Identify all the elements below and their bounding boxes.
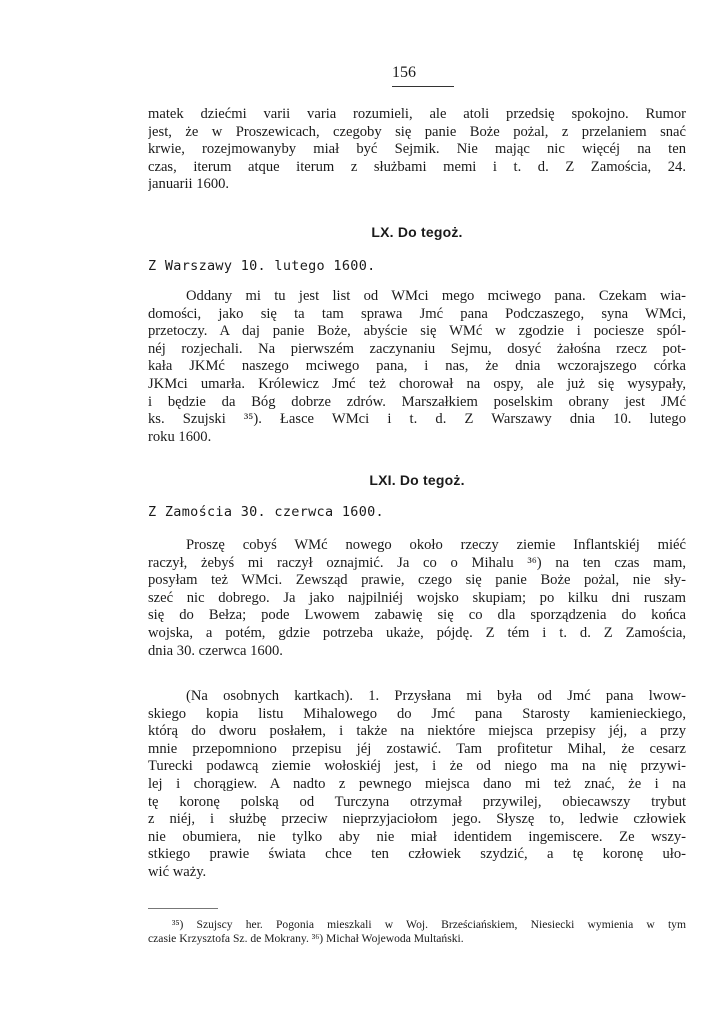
text-line: wojska, a potém, gdzie potrzeba ukaże, pójdę. Z tém i t. d. Z Zamościa, [148, 624, 686, 641]
text-line: roku 1600. [148, 428, 212, 445]
letter-61-dateline: Z Zamościa 30. czerwca 1600. [148, 504, 384, 520]
text-line: czas, iterum atque iterum z służbami memi i t. d. Z Zamościa, 24. [148, 158, 686, 175]
text-line: dnia 30. czerwca 1600. [148, 642, 283, 659]
text-line: przetoczy. A daj panie Boże, abyście się WMć w zgodzie i pociesze spól- [148, 323, 686, 340]
footnote-line: ³⁵) Szujscy her. Pogonia mieszkali w Woj. Brześciańskiem, Niesiecki wymienia w tym [172, 918, 686, 931]
text-line: stkiego prawie świata chce ten człowiek szydzić, a tę koronę uło- [148, 846, 686, 863]
text-line: Turecki podawcą ziemie wołoskiéj jest, i że od niego ma na nię przywi- [148, 758, 686, 775]
text-line: tę koronę polską od Turczyna otrzymał przywilej, obiecawszy trybut [148, 793, 686, 810]
letter-60-dateline: Z Warszawy 10. lutego 1600. [148, 258, 376, 274]
page-number: 156 [392, 64, 416, 81]
text-line: krwie, rozejmowanyby miał być Sejmik. Nie mając nic więcéj na ten [148, 141, 686, 158]
text-line: kała JKMć naszego mciwego pana, i nas, że dnia wczorajszego córka [148, 358, 686, 375]
text-line: ks. Szujski ³⁵). Łasce WMci i t. d. Z Warszawy dnia 10. lutego [148, 411, 686, 428]
text-line: się do Bełza; pode Lwowem zabawię się co dla sporządzenia do końca [148, 607, 686, 624]
letter-60-text [148, 288, 686, 446]
footnote-line: czasie Krzysztofa Sz. de Mokrany. ³⁶) Michał Wojewoda Multański. [148, 931, 464, 945]
text-line: matek dziećmi varii varia rozumieli, ale atoli przedsię spokojno. Rumor [148, 106, 686, 122]
page-number-rule [392, 86, 454, 87]
text-line: januarii 1600. [148, 176, 230, 193]
text-line: Oddany mi tu jest list od WMci mego mciwego pana. Czekam wia- [186, 288, 686, 304]
attachment-text [148, 688, 686, 882]
text-line: (Na osobnych kartkach). 1. Przysłana mi była od Jmć pana lwow- [186, 688, 686, 704]
text-line: domości, jako się ta tam sprawa Jmć pana Podczaszego, syna WMci, [148, 305, 686, 322]
text-line: mnie przepomniono przepisu jéj zostawić. Tam profitetur Mihal, że cesarz [148, 740, 686, 757]
letter-61-heading: LXI. Do tegoż. [369, 472, 465, 488]
letter-61-text [148, 537, 686, 660]
text-line: posyłam też WMci. Zewsząd prawie, czego się panie Boże pożal, nie sły- [148, 572, 686, 589]
text-line: nie obumiera, nie tylko aby nie miał identidem ingemiscere. Ze wszy- [148, 828, 686, 845]
text-line: z niéj, i służbę przeciw nieprzyjaciołom jego. Słyszę to, ledwie człowiek [148, 811, 686, 828]
footnotes [148, 918, 686, 945]
text-line: i będzie da Bóg dobrze zdrów. Marszałkiem poselskim obrany jest JMć [148, 393, 686, 410]
text-line: wić waży. [148, 863, 207, 880]
text-line: lej i chorągiew. A nadto z pewnego miejsca dano mi też znać, że i na [148, 775, 686, 792]
footnote-rule [148, 908, 218, 909]
text-line: szeć nic dobrego. Ja jako najpilniéj wojsko skupiam; po kilku dni ruszam [148, 589, 686, 606]
text-line: néj rozjechali. Na pierwszém zaczynaniu Sejmu, dosyć żałośna rzecz pot- [148, 340, 686, 357]
letter-60-heading: LX. Do tegoż. [371, 224, 463, 240]
text-line: skiego kopia listu Mihalowego do Jmć pana Starosty kamienieckiego, [148, 705, 686, 722]
text-line: JKMci umarła. Królewicz Jmć też chorował na ospy, ale już się wysypały, [148, 375, 686, 392]
text-line: którą do dworu posłałem, i także na niektóre miejsca przepisy jéj, a przy [148, 723, 686, 740]
text-line: jest, że w Proszewicach, czegoby się panie Boże pożal, z przelaniem snać [148, 123, 686, 140]
prev-letter-text [148, 106, 686, 194]
text-line: Proszę cobyś WMć nowego około rzeczy ziemie Inflantskiéj miéć [186, 537, 686, 553]
text-line: raczył, żebyś mi raczył oznajmić. Ja co o Mihalu ³⁶) na ten czas mam, [148, 554, 686, 571]
